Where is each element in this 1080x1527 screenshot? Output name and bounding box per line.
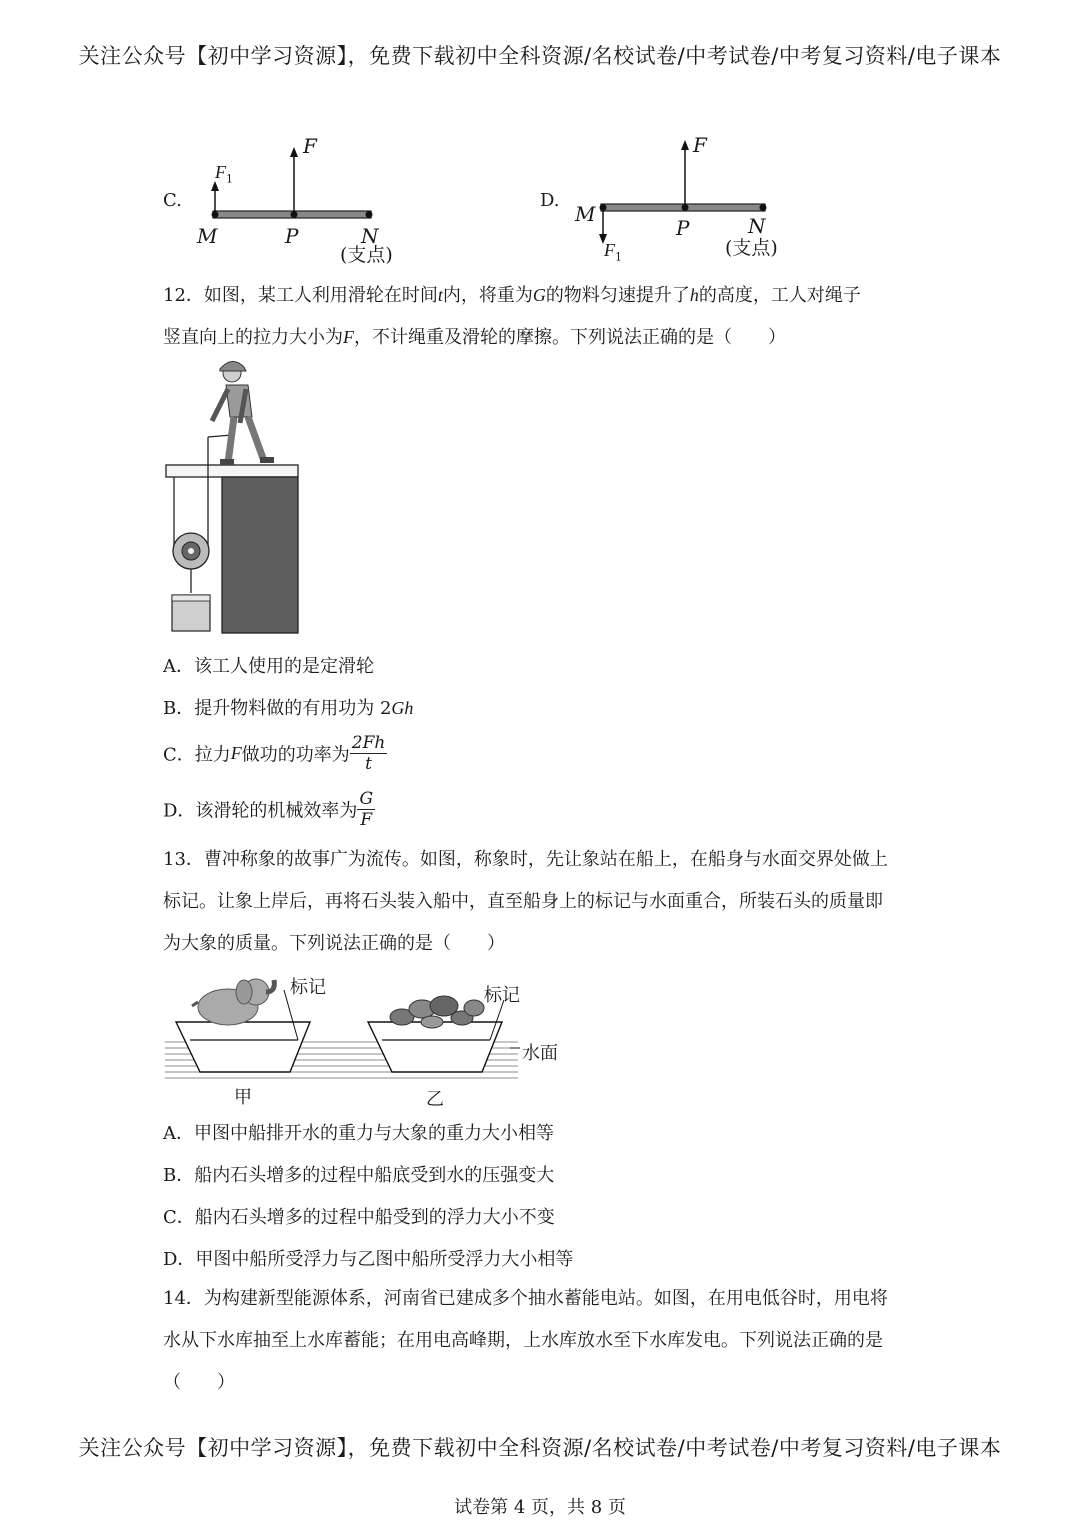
n-label-d: N	[748, 214, 766, 238]
q13-option-c: C．船内石头增多的过程中船受到的浮力大小不变	[163, 1207, 555, 1228]
boat-jia-label: 甲	[234, 1087, 252, 1108]
m-label-c: M	[197, 224, 218, 248]
q12-option-c: C．拉力F做功的功率为 $\frac{2Fh}{t}$	[163, 733, 386, 774]
f-label-d: F	[693, 133, 707, 157]
q13-stem-line1: 13．曹冲称象的故事广为流传。如图，称象时，先让象站在船上，在船身与水面交界处做上	[163, 849, 888, 870]
q13-option-d: D．甲图中船所受浮力与乙图中船所受浮力大小相等	[163, 1249, 574, 1270]
header-banner: 关注公众号【初中学习资源】，免费下载初中全科资源/名校试卷/中考试卷/中考复习资料/电子课本	[78, 44, 1002, 68]
boat-yi-label: 乙	[426, 1089, 444, 1110]
q14-stem-line1: 14．为构建新型能源体系，河南省已建成多个抽水蓄能电站。如图，在用电低谷时，用电将	[163, 1288, 888, 1309]
p-label-c: P	[285, 224, 299, 248]
f-label-c: F	[303, 134, 317, 158]
fulcrum-label-d: (支点)	[725, 237, 778, 259]
fulcrum-label-c: (支点)	[340, 244, 393, 266]
p-label-d: P	[676, 216, 690, 240]
mark-label-jia: 标记	[290, 977, 326, 998]
footer-banner: 关注公众号【初中学习资源】，免费下载初中全科资源/名校试卷/中考试卷/中考复习资料/电子课本	[78, 1436, 1002, 1460]
q12-stem-line1: 12．如图，某工人利用滑轮在时间t内，将重为G的物料匀速提升了h的高度，工人对绳子	[163, 285, 861, 306]
q13-stem-line3: 为大象的质量。下列说法正确的是（ ）	[163, 933, 505, 954]
q13-option-a: A．甲图中船排开水的重力与大象的重力大小相等	[163, 1123, 554, 1144]
q12-option-d: D．该滑轮的机械效率为 $\frac{G}{F}$	[163, 789, 374, 830]
q13-stem-line2: 标记。让象上岸后，再将石头装入船中，直至船身上的标记与水面重合，所装石头的质量即	[163, 891, 883, 912]
m-label-d: M	[575, 202, 596, 226]
q12-option-b: B．提升物料做的有用功为 2Gh	[163, 698, 414, 719]
mark-label-yi: 标记	[484, 985, 520, 1006]
q13-option-b: B．船内石头增多的过程中船底受到水的压强变大	[163, 1165, 555, 1186]
q14-stem-line3: （ ）	[163, 1372, 235, 1393]
option-d-label: D.	[540, 190, 560, 211]
pulley-worker-figure	[160, 355, 310, 640]
page-number: 试卷第 4 页，共 8 页	[454, 1497, 626, 1518]
option-c-label: C.	[163, 190, 182, 211]
n-label-c: N	[361, 224, 379, 248]
f1-label-d: $F_1$	[604, 240, 622, 264]
q14-stem-line2: 水从下水库抽至上水库蓄能；在用电高峰期，上水库放水至下水库发电。下列说法正确的是	[163, 1330, 883, 1351]
f1-label-c: $F_1$	[215, 162, 233, 186]
elephant-boat-figure	[160, 962, 560, 1082]
q12-option-a: A．该工人使用的是定滑轮	[163, 656, 374, 677]
q12-stem-line2: 竖直向上的拉力大小为F，不计绳重及滑轮的摩擦。下列说法正确的是（ ）	[163, 327, 786, 348]
water-surface-label: 水面	[522, 1043, 558, 1064]
